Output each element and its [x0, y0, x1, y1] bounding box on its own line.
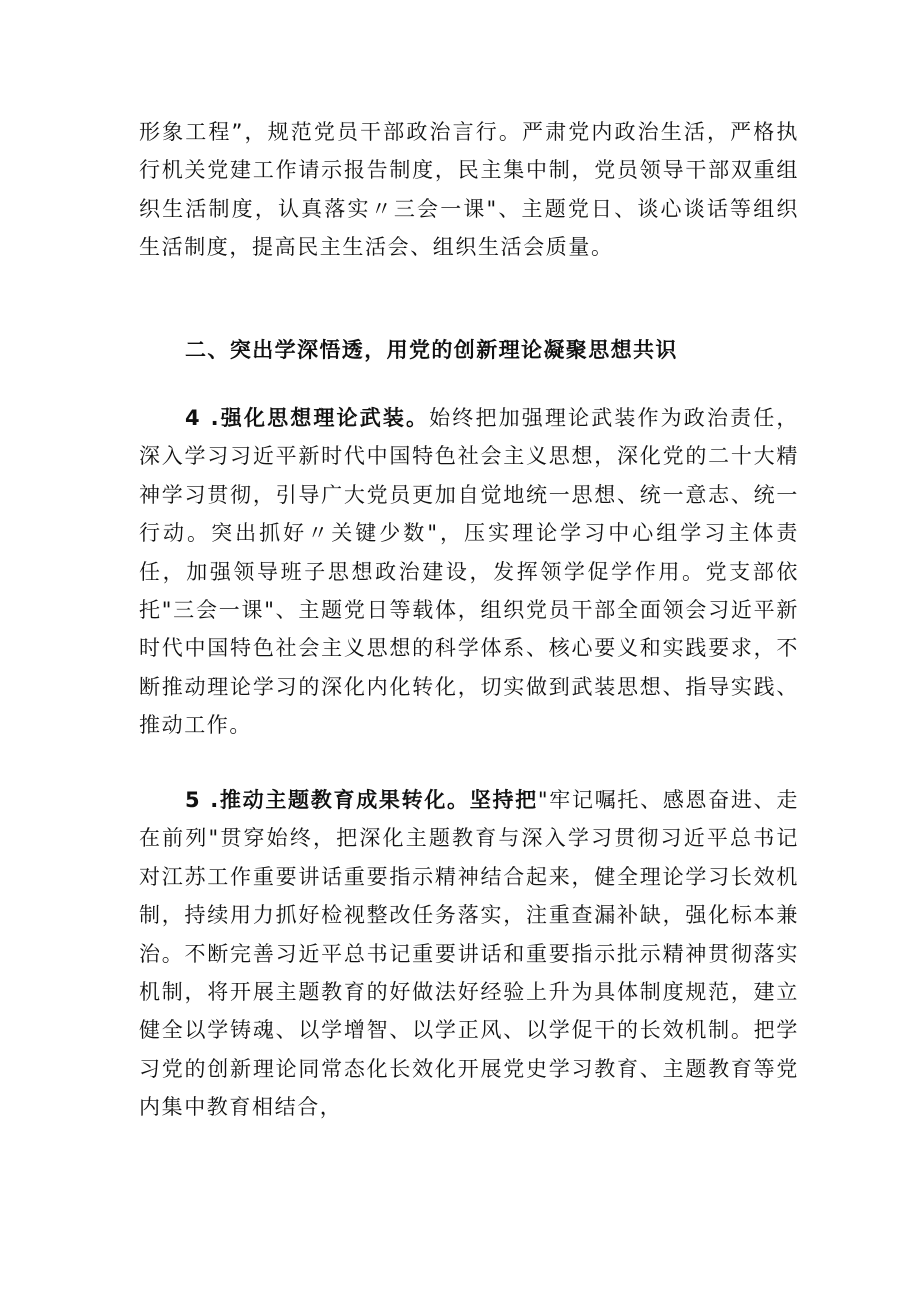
item-5-body: "牢记嘱托、感恩奋进、走在前列"贯穿始终，把深化主题教育与深入学习贯彻习近平总书记对江苏工作重要讲话重要指示精神结合起来，健全理论学习长效机制，持续用力抓好检视整改任务落实，注重查漏补缺，强化标本兼治。不断完善习近平总书记重要讲话和重要指示批示精神贯彻落实机制，将开展主题教育的好做法好经验上升为具体制度规范，建立健全以学铸魂、以学增智、以学正风、以学促干的长效机制。把学习党的创新理论同常态化长效化开展党史学习教育、主题教育等党内集中教育相结合，: [139, 788, 799, 1120]
item-4-paragraph: [139, 399, 799, 745]
item-5-lead: 5 .推动主题教育成果转化。坚持把: [185, 788, 538, 812]
paragraph-continuation: 形象工程”，规范党员干部政治言行。严肃党内政治生活，严格执行机关党建工作请示报告制度，民主集中制，党员领导干部双重组织生活制度，认真落实〃三会一课"、主题党日、谈心谈话等组织生活制度，提高民主生活会、组织生活会质量。: [139, 120, 799, 260]
item-5-paragraph: [139, 781, 799, 1127]
item-4-body: 始终把加强理论武装作为政治责任，深入学习习近平新时代中国特色社会主义思想，深化党的二十大精神学习贯彻，引导广大党员更加自觉地统一思想、统一意志、统一行动。突出抓好〃关键少数"，压实理论学习中心组学习主体责任，加强领导班子思想政治建设，发挥领学促学作用。党支部依托"三会一课"、主题党日等载体，组织党员干部全面领会习近平新时代中国特色社会主义思想的科学体系、核心要义和实践要求，不断推动理论学习的深化内化转化，切实做到武装思想、指导实践、推动工作。: [139, 406, 799, 738]
item-4-lead: 4 .强化思想理论武装。: [185, 406, 430, 430]
section-heading: 二、突出学深悟透，用党的创新理论凝聚思想共识: [185, 338, 678, 362]
